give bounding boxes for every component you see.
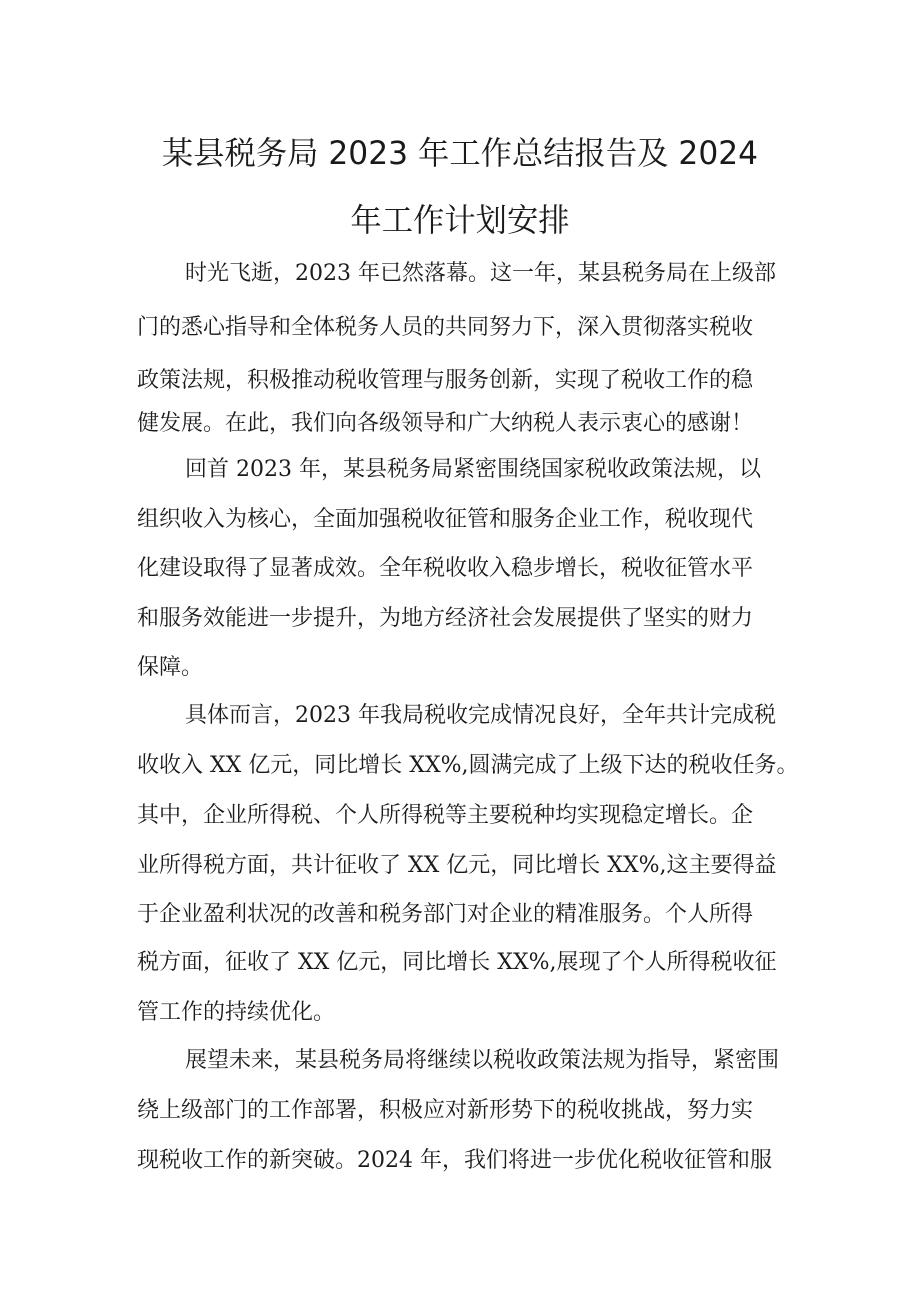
- paragraph-1-line-2: 门的悉心指导和全体税务人员的共同努力下，深入贯彻落实税收: [137, 315, 754, 340]
- paragraph-3-line-2: 收收入 XX 亿元，同比增长 XX%,圆满完成了上级下达的税收任务。: [137, 753, 799, 778]
- paragraph-4-line-2: 绕上级部门的工作部署，积极应对新形势下的税收挑战，努力实: [137, 1098, 754, 1123]
- document-title-line-1: 某县税务局 2023 年工作总结报告及 2024: [161, 134, 759, 172]
- paragraph-2-line-4: 和服务效能进一步提升，为地方经济社会发展提供了坚实的财力: [137, 606, 754, 631]
- paragraph-2-line-2: 组织收入为核心，全面加强税收征管和服务企业工作，税收现代: [137, 507, 754, 532]
- paragraph-3-line-7: 管工作的持续优化。: [137, 1000, 336, 1025]
- paragraph-3-line-1: 具体而言，2023 年我局税收完成情况良好，全年共计完成税: [185, 703, 776, 728]
- paragraph-4-line-3: 现税收工作的新突破。2024 年，我们将进一步优化税收征管和服: [137, 1148, 772, 1173]
- paragraph-2-line-1: 回首 2023 年，某县税务局紧密围绕国家税收政策法规，以: [185, 457, 761, 482]
- paragraph-3-line-3: 其中，企业所得税、个人所得税等主要税种均实现稳定增长。企: [137, 803, 754, 828]
- paragraph-3-line-4: 业所得税方面，共计征收了 XX 亿元，同比增长 XX%,这主要得益: [137, 853, 777, 878]
- paragraph-1-line-1: 时光飞逝，2023 年已然落幕。这一年，某县税务局在上级部: [185, 261, 776, 286]
- paragraph-1-line-3: 政策法规，积极推动税收管理与服务创新，实现了税收工作的稳: [137, 368, 754, 393]
- paragraph-3-line-6: 税方面，征收了 XX 亿元，同比增长 XX%,展现了个人所得税收征: [137, 950, 777, 975]
- paragraph-2-line-3: 化建设取得了显著成效。全年税收收入稳步增长，税收征管水平: [137, 556, 754, 581]
- paragraph-1-line-4: 健发展。在此，我们向各级领导和广大纳税人表示衷心的感谢！: [137, 411, 754, 436]
- paragraph-3-line-5: 于企业盈利状况的改善和税务部门对企业的精准服务。个人所得: [137, 902, 754, 927]
- document-title-line-2: 年工作计划安排: [350, 201, 570, 239]
- paragraph-4-line-1: 展望未来，某县税务局将继续以税收政策法规为指导，紧密围: [185, 1048, 780, 1073]
- paragraph-2-line-5: 保障。: [137, 655, 204, 680]
